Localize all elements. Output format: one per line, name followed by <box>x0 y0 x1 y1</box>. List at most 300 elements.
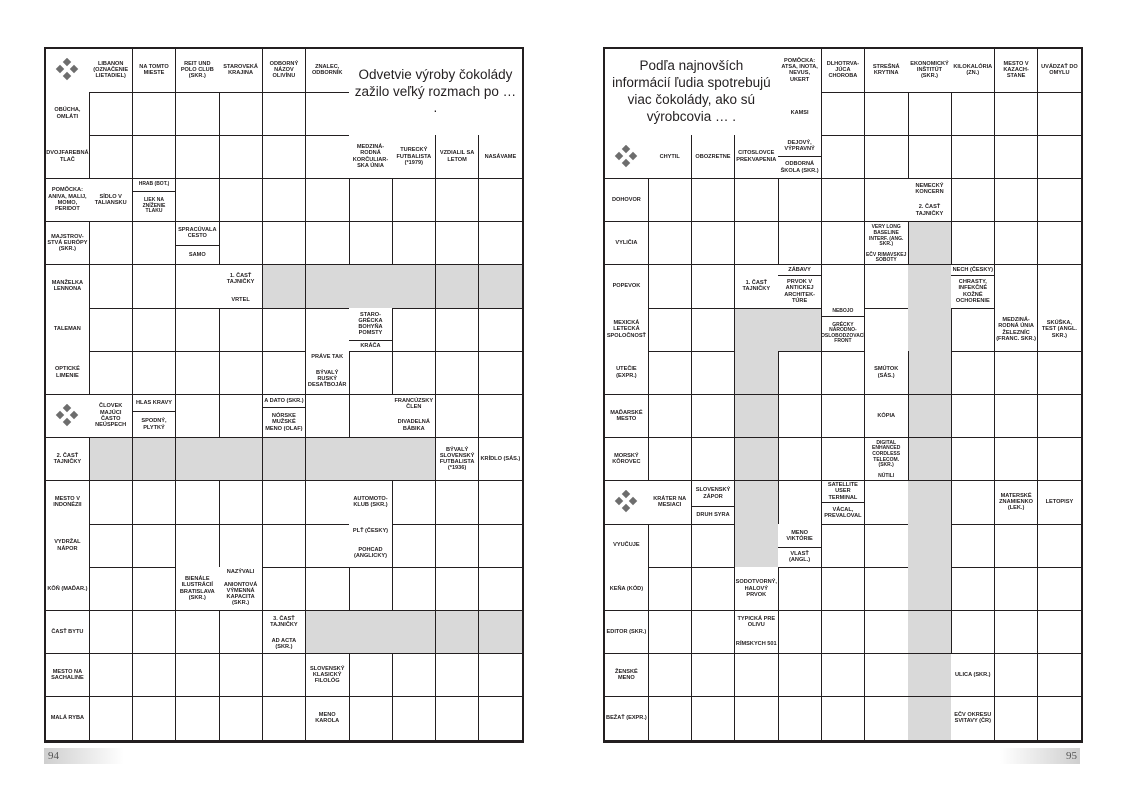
clue-cell: VYDRŽAL NÁPOR <box>46 524 90 568</box>
clue-cell: HRAB (BOT.) <box>133 179 177 192</box>
answer-cell[interactable] <box>263 481 307 525</box>
answer-cell[interactable] <box>219 697 263 741</box>
answer-cell[interactable] <box>778 567 822 611</box>
answer-cell[interactable] <box>219 222 263 266</box>
clue-cell: NÚTILI <box>865 472 909 481</box>
answer-cell[interactable] <box>995 179 1039 223</box>
answer-cell[interactable] <box>735 222 779 266</box>
answer-cell[interactable] <box>822 611 866 655</box>
answer-cell[interactable] <box>176 481 220 525</box>
answer-cell[interactable] <box>1038 524 1082 568</box>
answer-cell[interactable] <box>822 654 866 698</box>
answer-cell[interactable] <box>479 265 523 309</box>
clue-cell: MEDZINÁ-RODNÁ ÚNIA ŽELEZNÍC (FRANC. SKR.) <box>995 308 1039 352</box>
answer-cell[interactable] <box>479 179 523 223</box>
answer-cell[interactable] <box>995 438 1039 482</box>
answer-cell[interactable] <box>479 395 523 439</box>
answer-cell[interactable] <box>436 308 480 352</box>
answer-cell[interactable] <box>219 481 263 525</box>
answer-cell[interactable] <box>89 697 133 741</box>
answer-cell[interactable] <box>176 697 220 741</box>
answer-cell[interactable] <box>306 135 350 179</box>
clue-cell: SAMO <box>176 246 220 266</box>
clue-cell: TURECKÝ FUTBALISTA (*1979) <box>392 135 436 179</box>
answer-cell[interactable] <box>176 265 220 309</box>
answer-cell[interactable] <box>349 179 393 223</box>
answer-cell[interactable] <box>822 697 866 741</box>
answer-cell[interactable] <box>392 351 436 395</box>
answer-cell[interactable] <box>908 92 952 136</box>
answer-cell[interactable] <box>648 265 692 309</box>
clue-cell: NASÁVAME <box>479 135 523 179</box>
answer-cell[interactable] <box>89 654 133 698</box>
answer-cell[interactable] <box>89 351 133 395</box>
diamond-logo-icon <box>46 49 90 93</box>
answer-cell[interactable] <box>133 654 177 698</box>
answer-cell[interactable] <box>306 524 350 568</box>
clue-cell: PLŤ (ČESKY) <box>349 524 393 540</box>
answer-cell[interactable] <box>219 611 263 655</box>
answer-cell[interactable] <box>1038 135 1082 179</box>
answer-cell[interactable] <box>306 481 350 525</box>
clue-cell: VLASŤ (ANGL.) <box>778 548 822 568</box>
answer-cell[interactable] <box>436 351 480 395</box>
answer-cell[interactable] <box>735 179 779 223</box>
answer-cell[interactable] <box>648 567 692 611</box>
answer-cell[interactable] <box>908 308 952 352</box>
answer-cell[interactable] <box>951 135 995 179</box>
answer-cell[interactable] <box>479 654 523 698</box>
clue-cell: MEDZINÁ-RODNÁ KORČULIAR-SKA ÚNIA <box>349 135 393 179</box>
answer-cell[interactable] <box>263 567 307 611</box>
clue-cell: EČV RIMAVSKEJ SOBOTY <box>865 252 909 265</box>
answer-cell[interactable] <box>392 567 436 611</box>
answer-cell[interactable] <box>692 567 736 611</box>
answer-cell[interactable] <box>479 611 523 655</box>
answer-cell[interactable] <box>133 611 177 655</box>
clue-cell: 3. ČASŤ TAJNIČKY <box>263 611 307 635</box>
answer-cell[interactable] <box>865 92 909 136</box>
answer-cell[interactable] <box>133 135 177 179</box>
answer-cell[interactable] <box>735 654 779 698</box>
answer-cell[interactable] <box>995 222 1039 266</box>
answer-cell[interactable] <box>392 524 436 568</box>
answer-cell[interactable] <box>822 438 866 482</box>
answer-cell[interactable] <box>306 308 350 352</box>
answer-cell[interactable] <box>219 135 263 179</box>
answer-cell[interactable] <box>392 222 436 266</box>
answer-cell[interactable] <box>306 395 350 439</box>
answer-cell[interactable] <box>176 654 220 698</box>
answer-cell[interactable] <box>1038 265 1082 309</box>
clue-cell: OBÚCHA, OMLÁTI <box>46 92 90 136</box>
answer-cell[interactable] <box>995 135 1039 179</box>
answer-cell[interactable] <box>648 395 692 439</box>
puzzle-title: Podľa najnovších informácií ľudia spotrebujú viac čokolády, ako sú výrobcovia … . <box>605 49 779 136</box>
answer-cell[interactable] <box>133 92 177 136</box>
answer-cell[interactable] <box>436 222 480 266</box>
answer-cell[interactable] <box>219 654 263 698</box>
answer-cell[interactable] <box>219 92 263 136</box>
clue-cell: LETOPISY <box>1038 481 1082 525</box>
clue-cell: BÝVALÝ SLOVENSKÝ FUTBALISTA (*1936) <box>436 438 480 482</box>
answer-cell[interactable] <box>263 351 307 395</box>
answer-cell[interactable] <box>865 265 909 309</box>
answer-cell[interactable] <box>176 351 220 395</box>
answer-cell[interactable] <box>89 438 133 482</box>
answer-cell[interactable] <box>951 179 995 223</box>
clue-cell: POMÔCKA: ATSA, INOTA, NEVUS, UKERT <box>778 49 822 93</box>
answer-cell[interactable] <box>263 92 307 136</box>
clue-cell: ZÁBAVY <box>778 265 822 276</box>
answer-cell[interactable] <box>392 265 436 309</box>
answer-cell[interactable] <box>1038 611 1082 655</box>
answer-cell[interactable] <box>822 222 866 266</box>
answer-cell[interactable] <box>995 265 1039 309</box>
answer-cell[interactable] <box>951 222 995 266</box>
answer-cell[interactable] <box>479 567 523 611</box>
clue-cell: EČV OKRESU SVITAVY (ČR) <box>951 697 995 741</box>
answer-cell[interactable] <box>263 135 307 179</box>
answer-cell[interactable] <box>133 351 177 395</box>
answer-cell[interactable] <box>263 438 307 482</box>
answer-cell[interactable] <box>219 524 263 568</box>
answer-cell[interactable] <box>778 611 822 655</box>
clue-cell: BÝVALÝ RUSKÝ DESAŤBOJÁR <box>306 364 350 395</box>
answer-cell[interactable] <box>865 481 909 525</box>
answer-cell[interactable] <box>219 351 263 395</box>
answer-cell[interactable] <box>951 308 995 352</box>
answer-cell[interactable] <box>436 395 480 439</box>
answer-cell[interactable] <box>822 351 866 395</box>
answer-cell[interactable] <box>392 179 436 223</box>
answer-cell[interactable] <box>176 92 220 136</box>
answer-cell[interactable] <box>995 654 1039 698</box>
answer-cell[interactable] <box>692 697 736 741</box>
answer-cell[interactable] <box>692 524 736 568</box>
answer-cell[interactable] <box>1038 567 1082 611</box>
answer-cell[interactable] <box>908 395 952 439</box>
answer-cell[interactable] <box>951 567 995 611</box>
answer-cell[interactable] <box>306 438 350 482</box>
answer-cell[interactable] <box>822 524 866 568</box>
answer-cell[interactable] <box>951 524 995 568</box>
answer-cell[interactable] <box>865 567 909 611</box>
answer-cell[interactable] <box>908 654 952 698</box>
answer-cell[interactable] <box>176 179 220 223</box>
answer-cell[interactable] <box>176 308 220 352</box>
answer-cell[interactable] <box>436 697 480 741</box>
clue-cell: SLOVENSKÝ KLASICKÝ FILOLÓG <box>306 654 350 698</box>
answer-cell[interactable] <box>89 265 133 309</box>
clue-cell: CITOSLOVCE PREKVAPENIA <box>735 135 779 179</box>
answer-cell[interactable] <box>263 697 307 741</box>
answer-cell[interactable] <box>778 179 822 223</box>
clue-cell: ČLOVEK MAJÚCI ČASTO NEÚSPECH <box>89 395 133 439</box>
answer-cell[interactable] <box>822 567 866 611</box>
answer-cell[interactable] <box>1038 438 1082 482</box>
answer-cell[interactable] <box>89 308 133 352</box>
answer-cell[interactable] <box>392 308 436 352</box>
answer-cell[interactable] <box>263 222 307 266</box>
answer-cell[interactable] <box>692 654 736 698</box>
answer-cell[interactable] <box>133 438 177 482</box>
answer-cell[interactable] <box>908 567 952 611</box>
clue-cell: MANŽELKA LENNONA <box>46 265 90 309</box>
answer-cell[interactable] <box>219 438 263 482</box>
answer-cell[interactable] <box>778 481 822 525</box>
answer-cell[interactable] <box>908 611 952 655</box>
answer-cell[interactable] <box>436 524 480 568</box>
answer-cell[interactable] <box>263 308 307 352</box>
answer-cell[interactable] <box>908 697 952 741</box>
clue-cell: SPRACÚVALA CESTO <box>176 222 220 246</box>
answer-cell[interactable] <box>692 179 736 223</box>
answer-cell[interactable] <box>865 697 909 741</box>
clue-cell: 1. ČASŤ TAJNIČKY <box>735 265 779 309</box>
answer-cell[interactable] <box>995 697 1039 741</box>
answer-cell[interactable] <box>89 222 133 266</box>
answer-cell[interactable] <box>1038 351 1082 395</box>
answer-cell[interactable] <box>778 308 822 352</box>
answer-cell[interactable] <box>908 524 952 568</box>
answer-cell[interactable] <box>263 654 307 698</box>
answer-cell[interactable] <box>778 395 822 439</box>
clue-cell: SMÚTOK (SÁS.) <box>865 351 909 395</box>
answer-cell[interactable] <box>648 351 692 395</box>
answer-cell[interactable] <box>349 697 393 741</box>
answer-cell[interactable] <box>89 92 133 136</box>
clue-cell: BIENÁLE ILUSTRÁCIÍ BRATISLAVA (SKR.) <box>176 567 220 611</box>
answer-cell[interactable] <box>692 351 736 395</box>
answer-cell[interactable] <box>692 222 736 266</box>
answer-cell[interactable] <box>648 697 692 741</box>
answer-cell[interactable] <box>648 654 692 698</box>
clue-cell: MESTO V KAZACH-STANE <box>995 49 1039 93</box>
answer-cell[interactable] <box>263 179 307 223</box>
answer-cell[interactable] <box>219 179 263 223</box>
answer-cell[interactable] <box>995 524 1039 568</box>
answer-cell[interactable] <box>951 92 995 136</box>
answer-cell[interactable] <box>89 567 133 611</box>
clue-cell: ANIONTOVÁ VÝMENNÁ KAPACITA (SKR.) <box>219 578 263 611</box>
answer-cell[interactable] <box>648 524 692 568</box>
answer-cell[interactable] <box>822 179 866 223</box>
answer-cell[interactable] <box>306 265 350 309</box>
answer-cell[interactable] <box>176 611 220 655</box>
answer-cell[interactable] <box>908 135 952 179</box>
answer-cell[interactable] <box>908 265 952 309</box>
answer-cell[interactable] <box>1038 222 1082 266</box>
answer-cell[interactable] <box>392 697 436 741</box>
answer-cell[interactable] <box>479 308 523 352</box>
answer-cell[interactable] <box>995 92 1039 136</box>
answer-cell[interactable] <box>735 351 779 395</box>
clue-cell: VÁCAL, PREVALOVAL <box>822 503 866 525</box>
answer-cell[interactable] <box>648 611 692 655</box>
answer-cell[interactable] <box>89 524 133 568</box>
answer-cell[interactable] <box>778 438 822 482</box>
answer-cell[interactable] <box>349 567 393 611</box>
clue-cell: ULICA (SKR.) <box>951 654 995 698</box>
answer-cell[interactable] <box>133 265 177 309</box>
answer-cell[interactable] <box>89 135 133 179</box>
answer-cell[interactable] <box>349 395 393 439</box>
answer-cell[interactable] <box>306 567 350 611</box>
answer-cell[interactable] <box>349 611 393 655</box>
answer-cell[interactable] <box>951 351 995 395</box>
answer-cell[interactable] <box>692 308 736 352</box>
answer-cell[interactable] <box>735 395 779 439</box>
answer-cell[interactable] <box>865 135 909 179</box>
clue-cell: OPTICKÉ LIMENIE <box>46 351 90 395</box>
answer-cell[interactable] <box>735 438 779 482</box>
answer-cell[interactable] <box>219 395 263 439</box>
answer-cell[interactable] <box>865 611 909 655</box>
answer-cell[interactable] <box>865 654 909 698</box>
clue-cell: KRÍDLO (SÁS.) <box>479 438 523 482</box>
answer-cell[interactable] <box>692 265 736 309</box>
answer-cell[interactable] <box>908 481 952 525</box>
right-page-number: 95 <box>1066 750 1077 762</box>
answer-cell[interactable] <box>735 524 779 568</box>
answer-cell[interactable] <box>735 308 779 352</box>
answer-cell[interactable] <box>436 567 480 611</box>
answer-cell[interactable] <box>1038 697 1082 741</box>
answer-cell[interactable] <box>648 179 692 223</box>
answer-cell[interactable] <box>822 92 866 136</box>
clue-cell: AD ACTA (SKR.) <box>263 634 307 654</box>
clue-cell: KRÁTER NA MESIACI <box>648 481 692 525</box>
answer-cell[interactable] <box>392 611 436 655</box>
answer-cell[interactable] <box>778 351 822 395</box>
answer-cell[interactable] <box>392 654 436 698</box>
answer-cell[interactable] <box>995 567 1039 611</box>
answer-cell[interactable] <box>436 654 480 698</box>
answer-cell[interactable] <box>133 697 177 741</box>
answer-cell[interactable] <box>306 222 350 266</box>
answer-cell[interactable] <box>133 222 177 266</box>
clue-cell: MAĎARSKÉ MESTO <box>605 395 649 439</box>
clue-cell: HLAS KRAVY <box>133 395 177 413</box>
answer-cell[interactable] <box>1038 92 1082 136</box>
answer-cell[interactable] <box>133 567 177 611</box>
clue-cell: KŌŇ (MAĎAR.) <box>46 567 90 611</box>
answer-cell[interactable] <box>648 222 692 266</box>
answer-cell[interactable] <box>306 179 350 223</box>
answer-cell[interactable] <box>349 222 393 266</box>
clue-cell: POPEVOK <box>605 265 649 309</box>
answer-cell[interactable] <box>479 697 523 741</box>
answer-cell[interactable] <box>349 265 393 309</box>
clue-cell: LIBANON (OZNAČENIE LIETADIEL) <box>89 49 133 93</box>
answer-cell[interactable] <box>648 308 692 352</box>
answer-cell[interactable] <box>176 438 220 482</box>
answer-cell[interactable] <box>479 524 523 568</box>
answer-cell[interactable] <box>735 697 779 741</box>
answer-cell[interactable] <box>176 524 220 568</box>
answer-cell[interactable] <box>1038 395 1082 439</box>
clue-cell: EDITOR (SKR.) <box>605 611 649 655</box>
answer-cell[interactable] <box>219 308 263 352</box>
clue-cell: KÓPIA <box>865 395 909 439</box>
clue-cell: MESTO NA SACHALINE <box>46 654 90 698</box>
clue-cell: 2. ČASŤ TAJNIČKY <box>46 438 90 482</box>
answer-cell[interactable] <box>865 524 909 568</box>
clue-cell: MALÁ RYBA <box>46 697 90 741</box>
answer-cell[interactable] <box>436 265 480 309</box>
answer-cell[interactable] <box>692 611 736 655</box>
answer-cell[interactable] <box>692 395 736 439</box>
answer-cell[interactable] <box>306 92 350 136</box>
answer-cell[interactable] <box>1038 654 1082 698</box>
answer-cell[interactable] <box>735 481 779 525</box>
answer-cell[interactable] <box>822 135 866 179</box>
clue-cell: KAMSI <box>778 92 822 136</box>
answer-cell[interactable] <box>995 351 1039 395</box>
clue-cell: PRVOK V ANTICKEJ ARCHITEK-TÚRE <box>778 276 822 309</box>
answer-cell[interactable] <box>995 611 1039 655</box>
answer-cell[interactable] <box>908 438 952 482</box>
answer-cell[interactable] <box>1038 179 1082 223</box>
answer-cell[interactable] <box>392 481 436 525</box>
answer-cell[interactable] <box>778 654 822 698</box>
answer-cell[interactable] <box>778 222 822 266</box>
answer-cell[interactable] <box>436 179 480 223</box>
answer-cell[interactable] <box>306 611 350 655</box>
clue-cell: MAJSTROV-STVÁ EURÓPY (SKR.) <box>46 222 90 266</box>
answer-cell[interactable] <box>479 351 523 395</box>
answer-cell[interactable] <box>436 611 480 655</box>
answer-cell[interactable] <box>648 438 692 482</box>
answer-cell[interactable] <box>692 438 736 482</box>
answer-cell[interactable] <box>951 481 995 525</box>
answer-cell[interactable] <box>951 395 995 439</box>
answer-cell[interactable] <box>133 481 177 525</box>
answer-cell[interactable] <box>822 265 866 309</box>
answer-cell[interactable] <box>89 611 133 655</box>
answer-cell[interactable] <box>176 135 220 179</box>
answer-cell[interactable] <box>951 611 995 655</box>
answer-cell[interactable] <box>865 179 909 223</box>
answer-cell[interactable] <box>89 481 133 525</box>
clue-cell: GRÉCKY NÁRODNO-OSLOBODZOVACÍ FRONT <box>822 317 866 352</box>
answer-cell[interactable] <box>951 438 995 482</box>
answer-cell[interactable] <box>133 308 177 352</box>
answer-cell[interactable] <box>392 438 436 482</box>
answer-cell[interactable] <box>176 395 220 439</box>
clue-cell: MESTO V INDONÉZII <box>46 481 90 525</box>
answer-cell[interactable] <box>479 222 523 266</box>
answer-cell[interactable] <box>263 524 307 568</box>
answer-cell[interactable] <box>263 265 307 309</box>
answer-cell[interactable] <box>133 524 177 568</box>
answer-cell[interactable] <box>349 654 393 698</box>
answer-cell[interactable] <box>908 222 952 266</box>
answer-cell[interactable] <box>995 395 1039 439</box>
answer-cell[interactable] <box>349 438 393 482</box>
clue-cell: NÓRSKE MUŽSKÉ MENO (OLAF) <box>263 408 307 439</box>
answer-cell[interactable] <box>908 351 952 395</box>
answer-cell[interactable] <box>436 481 480 525</box>
answer-cell[interactable] <box>778 697 822 741</box>
answer-cell[interactable] <box>865 308 909 352</box>
clue-cell: SATELLITE USER TERMINAL <box>822 481 866 503</box>
answer-cell[interactable] <box>349 351 393 395</box>
answer-cell[interactable] <box>822 395 866 439</box>
left-page-number: 94 <box>48 750 59 762</box>
answer-cell[interactable] <box>479 481 523 525</box>
